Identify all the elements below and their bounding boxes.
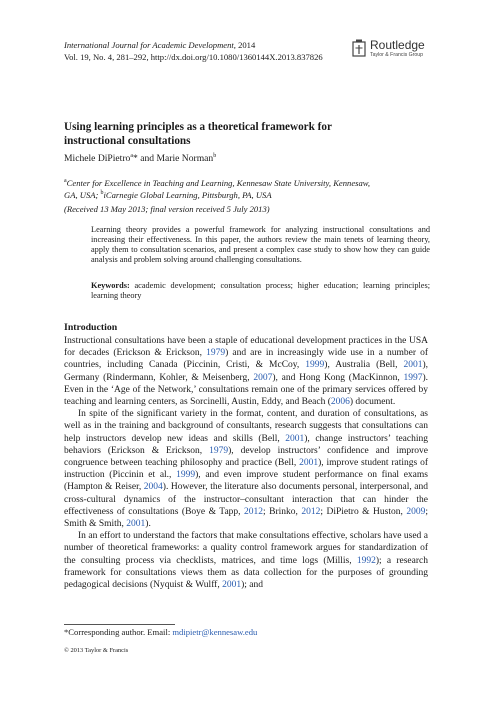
citation-link[interactable]: 1999 xyxy=(176,470,196,481)
text-run: ; Brinko, xyxy=(263,506,302,517)
citation-link[interactable]: 2001 xyxy=(126,519,146,530)
text-run: ); a research framework for consultations views them as data collection for the purposes of grounding pedagogical decisions (Nyquist & Wulff, xyxy=(64,555,428,591)
citation-link[interactable]: 1997 xyxy=(403,372,423,383)
text-run: ). However, the literature also documents personal, interpersonal, and cross-cultural dynamics of the instructor–consultant interaction that can hinder the effectiveness of consultations (Boye & Tapp, xyxy=(64,482,428,517)
journal-year: , 2014 xyxy=(233,40,256,50)
journal-name[interactable]: International Journal for Academic Development xyxy=(64,40,234,50)
text-run: ). xyxy=(145,519,151,530)
citation-link[interactable]: 2012 xyxy=(301,506,321,517)
text-run: In an effort to understand the factors that make consultations effective, scholars have used a number of theoretical frameworks: a quality control framework argues for standardization of the consulting process via checklists, matrices, and time logs (Millis, xyxy=(64,531,428,566)
affiliation-b: iCarnegie Global Learning, Pittsburgh, PA, USA xyxy=(103,190,272,201)
citation-link[interactable]: 2001 xyxy=(285,433,305,444)
affiliation-marker[interactable]: b xyxy=(213,153,217,159)
routledge-logo-icon xyxy=(352,39,366,57)
citation-link[interactable]: 2001 xyxy=(403,360,423,371)
keywords-label: Keywords: xyxy=(91,281,130,290)
affiliations xyxy=(64,176,434,201)
corresponding-label: *Corresponding author. Email: xyxy=(64,627,173,637)
affiliation-marker[interactable]: a xyxy=(130,153,134,159)
text-run: ), and even improve student performance on final exams (Hampton & Reiser, xyxy=(64,470,428,493)
text-run: ), change instructors’ teaching behaviors (Erickson & Erickson, xyxy=(64,433,429,456)
author-conjunction: and xyxy=(137,153,157,165)
text-run: ; DiPietro & Huston, xyxy=(320,506,407,517)
volume-doi-line[interactable]: Vol. 19, No. 4, 281–292, http://dx.doi.org/10.1080/1360144X.2013.837826 xyxy=(64,51,323,62)
text-run: ) and are in increasingly wide use in a number of countries, including Canada (Piccinin, Cristi, & McCoy, xyxy=(64,348,429,371)
text-run: ), Australia (Bell, xyxy=(324,360,404,371)
text-run: ). Even in the ‘Age of the Network,’ consultations remain one of the primary services offered by teaching and learning centers, as Sorcinelli, Austin, Eddy, and Beach ( xyxy=(64,372,428,408)
copyright-notice: © 2013 Taylor & Francis xyxy=(64,647,129,654)
citation-link[interactable]: 2004 xyxy=(143,482,163,493)
section-heading: Introduction xyxy=(64,322,118,333)
publisher-name: Routledge xyxy=(370,38,425,52)
text-run: ), Germany (Rindermann, Kohler, & Meisenberg, xyxy=(64,360,428,383)
abstract xyxy=(91,225,430,265)
publisher-group: Taylor & Francis Group xyxy=(370,52,424,58)
keywords-list: academic development; consultation process; higher education; learning principles; learning theory xyxy=(91,281,430,300)
abstract-text: Learning theory provides a powerful framework for analyzing instructional consultations and increasing their effectiveness. In this paper, the authors review the main tenets of learning theory, apply them to consultation scenarios, and present a complex case study to show how they can guide analysis and problem solving around challenging consultations. xyxy=(91,225,430,264)
affiliation-a: Center for Excellence in Teaching and Learning, Kennesaw State University, Kennesaw, xyxy=(66,177,371,188)
corresponding-author-note xyxy=(64,627,257,637)
article-title xyxy=(64,121,364,148)
text-run: ), and Hong Kong (MacKinnon, xyxy=(272,372,404,383)
citation-link[interactable]: 2012 xyxy=(244,506,264,517)
text-run: ), develop instructors’ confidence and improve congruence between teaching philosophy and practice (Bell, xyxy=(64,445,428,469)
publisher-logo xyxy=(352,37,462,63)
affiliation-marker: a xyxy=(64,178,67,184)
corresponding-marker[interactable]: * xyxy=(133,153,138,165)
footnote-divider xyxy=(64,624,175,625)
citation-link[interactable]: 2006 xyxy=(330,397,350,408)
paragraph xyxy=(64,335,428,408)
author-name: Marie Norman xyxy=(156,153,214,165)
email-link[interactable]: mdipietr@kennesaw.edu xyxy=(172,627,258,637)
author-list xyxy=(64,153,216,164)
text-run: ), improve student ratings of instruction (Piccinin et al., xyxy=(64,458,428,481)
body-text xyxy=(64,335,428,591)
citation-link[interactable]: 1992 xyxy=(356,555,376,566)
citation-link[interactable]: 1979 xyxy=(206,348,226,359)
affiliation-a-cont: GA, USA; xyxy=(64,190,101,201)
author-name: Michele DiPietro xyxy=(64,153,131,165)
received-dates: (Received 13 May 2013; final version received 5 July 2013) xyxy=(64,204,270,214)
paragraph xyxy=(64,408,428,530)
citation-link[interactable]: 2009 xyxy=(406,506,426,517)
citation-link[interactable]: 2001 xyxy=(299,458,319,469)
text-run: In spite of the significant variety in the format, content, and duration of consultations, as well as in the training and background of consultants, research suggests that consultations can help instructors develop new ideas and skills (Bell, xyxy=(64,409,428,444)
text-run: ) document. xyxy=(349,397,396,408)
citation-link[interactable]: 2007 xyxy=(253,372,273,383)
paragraph xyxy=(64,530,428,591)
text-run: ); and xyxy=(241,580,264,591)
text-run: ; Smith & Smith, xyxy=(64,506,429,530)
citation-link[interactable]: 1999 xyxy=(305,360,325,371)
affiliation-marker: b xyxy=(100,190,104,197)
keywords xyxy=(91,281,430,301)
title-line-2: instructional consultations xyxy=(64,134,191,147)
citation-link[interactable]: 1979 xyxy=(209,445,229,456)
citation-link[interactable]: 2001 xyxy=(222,580,242,591)
journal-citation xyxy=(64,40,323,63)
text-run: Instructional consultations have been a staple of educational development practices in the USA for decades (Erickson & Erickson, xyxy=(64,336,428,359)
title-line-1: Using learning principles as a theoretical framework for xyxy=(64,121,332,133)
